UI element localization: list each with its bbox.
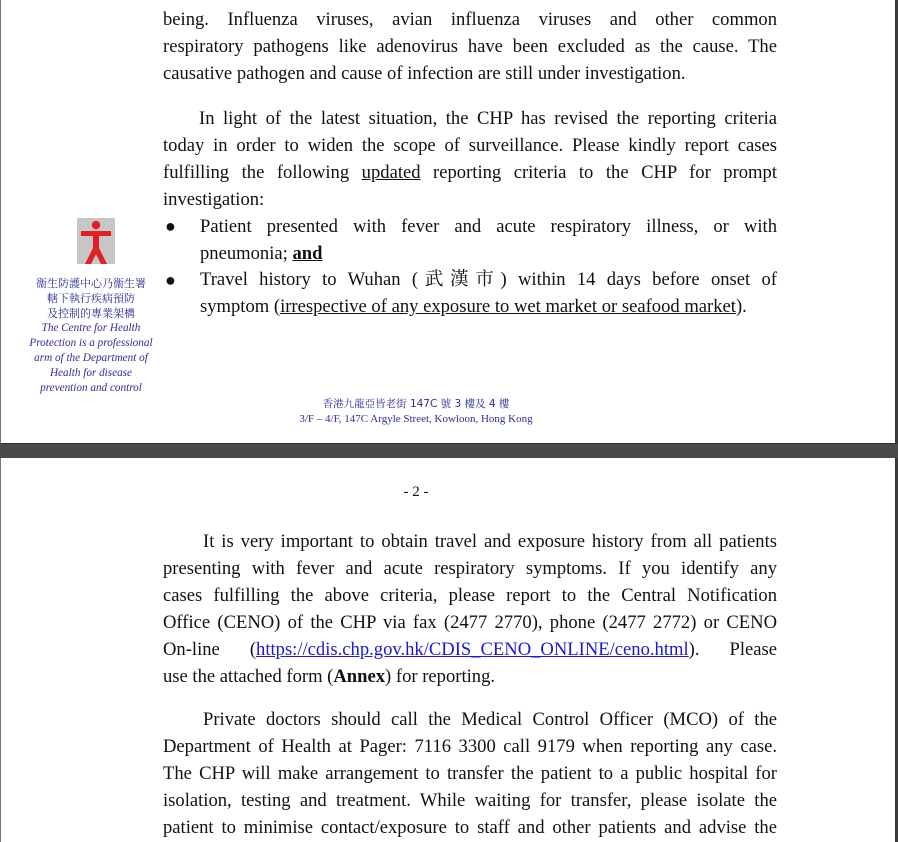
text-line: investigation: [163, 189, 265, 210]
text-line [163, 636, 777, 663]
bullet-item-1 [200, 213, 777, 267]
text-line: isolation, testing and treatment. While waiting for transfer, please isolate the [163, 790, 777, 811]
sidebar-en-text: The Centre for Health Protection is a professional arm of the Department of Health for disease prevention and control [29, 322, 153, 394]
text-span: ). [735, 296, 747, 317]
footer-address-zh: 香港九龍亞皆老街 147C 號 3 樓及 4 樓 [322, 398, 510, 410]
text-line: respiratory pathogens like adenovirus have been excluded as the cause. The [163, 36, 777, 57]
ceno-online-link[interactable]: https://cdis.chp.gov.hk/CDIS_CENO_ONLINE/ceno.html [256, 639, 689, 660]
paragraph-travel-history [163, 528, 777, 690]
text-span: reporting criteria to the CHP for prompt [420, 162, 777, 183]
sidebar-zh-line: 轄下執行疾病預防 [47, 292, 135, 305]
bullet-icon: ● [165, 270, 176, 290]
annex-bold: Annex [333, 666, 386, 687]
page-separator [0, 444, 898, 458]
paragraph-private-doctors [163, 706, 777, 841]
text-line: Private doctors should call the Medical Control Officer (MCO) of the [203, 709, 777, 730]
text-line: today in order to widen the scope of surveillance. Please kindly report cases [163, 135, 777, 156]
text-line: Travel history to Wuhan (武漢市) within 14 days before onset of [200, 269, 777, 290]
bullet-item-2 [200, 266, 777, 320]
text-line: Patient presented with fever and acute respiratory illness, or with [200, 216, 777, 237]
text-line [163, 663, 777, 690]
document-page-2 [0, 458, 896, 842]
page-footer [263, 397, 569, 427]
text-line: presenting with fever and acute respiratory symptoms. If you identify any [163, 558, 777, 579]
text-line: In light of the latest situation, the CHP has revised the reporting criteria [199, 108, 777, 129]
text-span: On-line ( [163, 639, 257, 660]
text-line: causative pathogen and cause of infection are still under investigation. [163, 63, 686, 84]
sidebar-note [23, 276, 159, 396]
text-line: cases fulfilling the above criteria, please report to the Central Notification [163, 585, 777, 606]
text-span: ). Please [688, 639, 777, 660]
text-span: symptom ( [200, 296, 281, 317]
page-number: - 2 - [403, 484, 429, 500]
footer-address-en: 3/F – 4/F, 147C Argyle Street, Kowloon, Hong Kong [299, 413, 533, 425]
text-line: being. Influenza viruses, avian influenza viruses and other common [163, 9, 777, 30]
text-span: pneumonia; [200, 243, 293, 264]
bold-and: and [292, 243, 323, 264]
text-line: patient to minimise contact/exposure to staff and other patients and advise the [163, 817, 777, 838]
text-line [200, 240, 777, 267]
bullet-icon: ● [165, 216, 176, 236]
paragraph-intro [163, 6, 777, 87]
paragraph-reporting-criteria [163, 105, 777, 213]
underlined-updated: updated [361, 162, 421, 183]
text-line: Department of Health at Pager: 7116 3300 call 9179 when reporting any case. [163, 736, 777, 757]
text-line [163, 159, 777, 186]
text-line [200, 293, 777, 320]
chp-logo [77, 218, 115, 264]
sidebar-zh-line: 衞生防護中心乃衞生署 [36, 277, 146, 290]
text-span: fulfilling the following [163, 162, 362, 183]
sidebar-zh-line: 及控制的專業架構 [47, 307, 135, 320]
text-line: Office (CENO) of the CHP via fax (2477 2770), phone (2477 2772) or CENO [163, 612, 777, 633]
text-span: ) for reporting. [385, 666, 496, 687]
text-line: It is very important to obtain travel and exposure history from all patients [203, 531, 777, 552]
underlined-text: irrespective of any exposure to wet market or seafood market [280, 296, 736, 317]
chp-logo-icon [77, 218, 115, 264]
text-line: The CHP will make arrangement to transfer the patient to a public hospital for [163, 763, 777, 784]
text-span: use the attached form ( [163, 666, 334, 687]
